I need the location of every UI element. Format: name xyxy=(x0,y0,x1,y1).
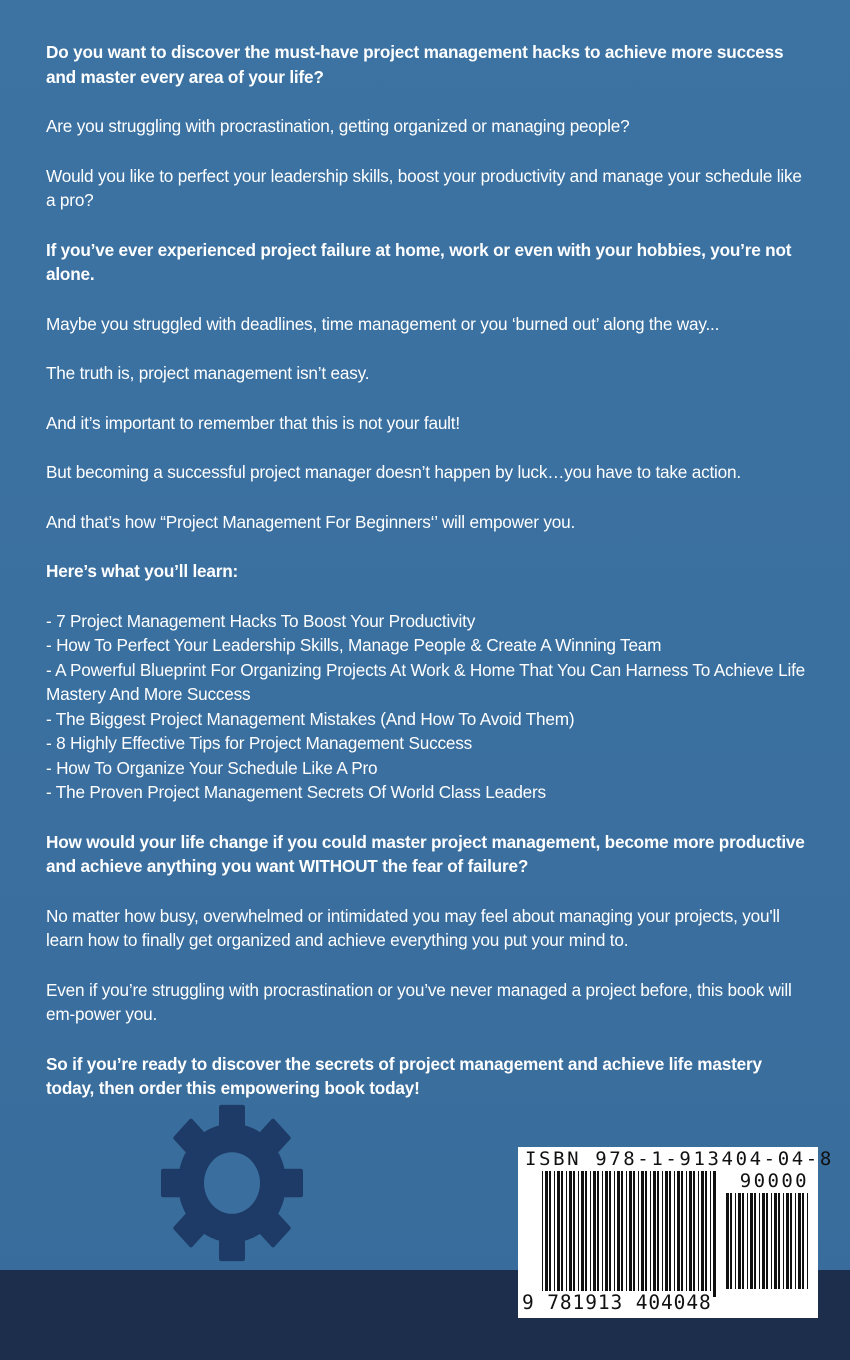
barcode-bar xyxy=(726,1193,729,1289)
gear-icon xyxy=(160,1103,304,1263)
barcode-bar xyxy=(686,1171,687,1297)
barcode-bar xyxy=(665,1171,668,1297)
barcode-bar xyxy=(629,1171,632,1297)
barcode-bar xyxy=(617,1171,620,1297)
barcode-bar xyxy=(641,1171,644,1297)
learn-heading: Here’s what you’ll learn: xyxy=(46,561,239,581)
barcode-bar xyxy=(807,1193,808,1289)
not-your-fault-line: And it’s important to remember that this is not your fault! xyxy=(46,412,460,433)
learn-list xyxy=(46,609,806,805)
burned-out-line: Maybe you struggled with deadlines, time management or you ‘burned out’ along the way... xyxy=(46,313,720,334)
barcode-bar xyxy=(742,1193,744,1289)
barcode-bar xyxy=(693,1171,695,1297)
barcode-bar xyxy=(790,1193,792,1289)
barcode-bar xyxy=(554,1171,555,1297)
list-item: - 8 Highly Effective Tips for Project Management Success xyxy=(46,733,472,753)
barcode-bar xyxy=(578,1171,579,1297)
barcode-bar xyxy=(795,1193,796,1289)
barcode-bar xyxy=(771,1193,772,1289)
ean-digits: 9 781913 404048 xyxy=(522,1291,712,1314)
intro-question: Do you want to discover the must-have project management hacks to achieve more success and master every area of your life? xyxy=(46,42,784,87)
barcode-bar xyxy=(621,1171,623,1297)
barcode-bar xyxy=(778,1193,780,1289)
barcode-bar xyxy=(662,1171,663,1297)
question-leadership: Would you like to perfect your leadership skills, boost your productivity and manage your schedule like a pro? xyxy=(46,165,802,210)
barcode-bar xyxy=(774,1193,777,1289)
barcode-bar xyxy=(653,1171,656,1297)
barcode-bar xyxy=(783,1193,784,1289)
isbn-label: ISBN 978-1-913404-04-8 xyxy=(525,1148,834,1170)
barcode-bar xyxy=(561,1171,563,1297)
question-procrastination: Are you struggling with procrastination, getting organized or managing people? xyxy=(46,116,630,136)
list-item: - How To Perfect Your Leadership Skills, Manage People & Create A Winning Team xyxy=(46,635,662,655)
take-action-line: But becoming a successful project manager doesn’t happen by luck…you have to take action. xyxy=(46,462,741,482)
list-item: - The Biggest Project Management Mistakes (And How To Avoid Them) xyxy=(46,708,575,729)
barcode-bar xyxy=(650,1171,651,1297)
barcode-bar xyxy=(698,1171,699,1297)
barcode-bar xyxy=(614,1171,615,1297)
barcode-bar xyxy=(549,1171,551,1297)
barcode-bar xyxy=(602,1171,603,1297)
barcode-bar xyxy=(593,1171,596,1297)
barcode-bar xyxy=(786,1193,789,1289)
list-item: - A Powerful Blueprint For Organizing Projects At Work & Home That You Can Harness To Achieve Life Mastery And More Success xyxy=(46,659,806,704)
project-failure-statement: If you’ve ever experienced project failure at home, work or even with your hobbies, you’re not alone. xyxy=(46,239,792,284)
barcode-bar xyxy=(674,1171,675,1297)
truth-line: The truth is, project management isn’t easy. xyxy=(46,363,370,383)
barcode-bar xyxy=(802,1193,804,1289)
barcode-bar xyxy=(701,1171,704,1297)
barcode-bar xyxy=(689,1171,692,1297)
barcode-bar xyxy=(566,1171,567,1297)
barcode-bar xyxy=(569,1171,572,1297)
barcode-bar xyxy=(762,1193,765,1289)
barcode-bar xyxy=(626,1171,627,1297)
blurb xyxy=(46,40,806,1126)
barcode-bar xyxy=(730,1193,732,1289)
barcode-bar xyxy=(677,1171,680,1297)
barcode-bar xyxy=(597,1171,599,1297)
call-to-action: So if you’re ready to discover the secrets of project management and achieve life mastery today, then order this empowering book today! xyxy=(46,1053,762,1098)
barcode-bar xyxy=(750,1193,753,1289)
barcode-bar xyxy=(713,1171,716,1297)
barcode-bar xyxy=(759,1193,760,1289)
list-item: - 7 Project Management Hacks To Boost Your Productivity xyxy=(46,610,476,631)
barcode-bar xyxy=(590,1171,591,1297)
list-item: - The Proven Project Management Secrets Of World Class Leaders xyxy=(46,782,546,802)
barcode-bar xyxy=(545,1171,548,1297)
barcode-bar xyxy=(605,1171,608,1297)
barcode-bar xyxy=(766,1193,768,1289)
barcode-bar xyxy=(705,1171,707,1297)
barcode-bar xyxy=(585,1171,587,1297)
empower-line: And that’s how “Project Management For Beginners‘’ will empower you. xyxy=(46,511,576,532)
list-item: - How To Organize Your Schedule Like A Pro xyxy=(46,757,378,778)
barcode-bar xyxy=(657,1171,659,1297)
barcode-bar xyxy=(542,1171,543,1297)
barcode-bar xyxy=(633,1171,635,1297)
barcode-bar xyxy=(581,1171,584,1297)
even-if-line: Even if you’re struggling with procrastination or you’ve never managed a project before, this book will em-power you. xyxy=(46,979,792,1024)
barcode-bar xyxy=(573,1171,575,1297)
barcode-bar xyxy=(798,1193,801,1289)
barcode-bar xyxy=(735,1193,736,1289)
price-addon: 90000 xyxy=(739,1170,809,1192)
barcode-bar xyxy=(645,1171,647,1297)
life-change-question: How would your life change if you could master project management, become more productive and achieve anything you want WITHOUT the fear of failure? xyxy=(46,831,805,876)
barcode-bar xyxy=(754,1193,756,1289)
barcode-bar xyxy=(557,1171,560,1297)
no-matter-line: No matter how busy, overwhelmed or intimidated you may feel about managing your projects, you'll learn how to finally get organized and achieve everything you put your mind to. xyxy=(46,905,780,950)
barcode-bar xyxy=(738,1193,741,1289)
barcode-bar xyxy=(710,1171,711,1297)
barcode-bar xyxy=(669,1171,671,1297)
barcode-bar xyxy=(638,1171,639,1297)
isbn-barcode xyxy=(518,1147,834,1318)
barcode-bar xyxy=(609,1171,611,1297)
barcode-bar xyxy=(747,1193,748,1289)
barcode-bar xyxy=(681,1171,683,1297)
